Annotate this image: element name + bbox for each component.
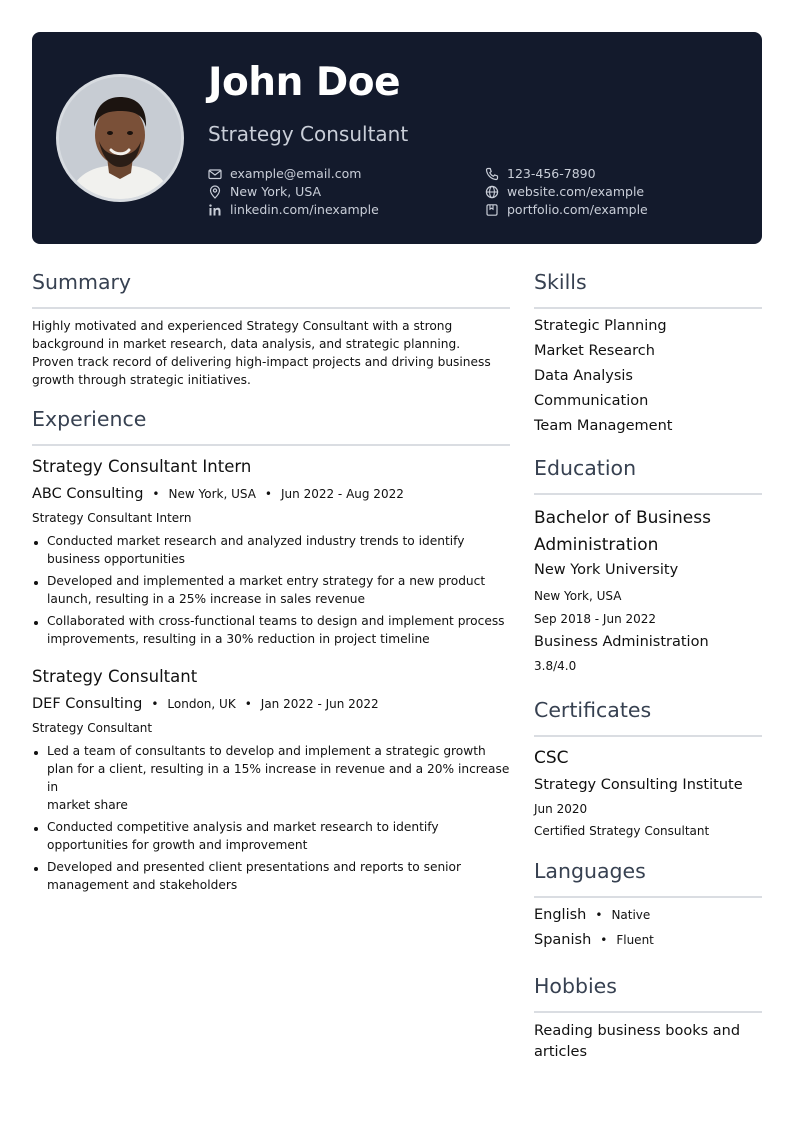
skills-heading: Skills	[534, 270, 587, 294]
profile-photo	[59, 77, 181, 199]
job-dates: Jun 2022 - Aug 2022	[281, 487, 404, 501]
summary-line: Proven track record of delivering high-impact projects and driving business	[32, 355, 491, 369]
job-title: Strategy Consultant	[32, 667, 198, 686]
hobby-line: Reading business books and	[534, 1023, 741, 1039]
summary-text	[32, 317, 512, 389]
languages-divider	[534, 896, 762, 898]
summary-heading: Summary	[32, 270, 132, 294]
contact-portfolio[interactable]	[485, 202, 648, 217]
job-location: New York, USA	[168, 487, 256, 501]
separator-dot: •	[595, 908, 603, 922]
contact-email-text: example@email.com	[230, 166, 362, 181]
skill-item: Data Analysis	[534, 368, 633, 384]
contact-linkedin[interactable]	[208, 202, 379, 217]
list-item	[32, 742, 514, 814]
skills-divider	[534, 307, 762, 309]
languages-heading: Languages	[534, 859, 646, 883]
degree-line: Administration	[534, 535, 659, 555]
summary-line: Highly motivated and experienced Strategy Consultant with a strong	[32, 319, 453, 333]
bullet-line: launch, resulting in a 25% increase in sales revenue	[47, 592, 366, 606]
list-item	[32, 572, 514, 608]
certificate-description: Certified Strategy Consultant	[534, 824, 710, 838]
certificates-divider	[534, 735, 762, 737]
list-item	[32, 858, 514, 894]
job-meta	[32, 486, 404, 502]
separator-dot: •	[600, 933, 608, 947]
contact-email[interactable]	[208, 166, 361, 181]
contact-website-text: website.com/example	[507, 184, 645, 199]
bullet-line: opportunities for growth and improvement	[47, 838, 308, 852]
certificate-name: CSC	[534, 748, 569, 768]
summary-line: background in market research, data analysis, and strategic planning.	[32, 337, 461, 351]
skill-item: Communication	[534, 393, 649, 409]
hobbies-heading: Hobbies	[534, 974, 617, 998]
skill-item: Strategic Planning	[534, 318, 667, 334]
job-company: ABC Consulting	[32, 486, 144, 502]
bullet-line: Developed and presented client presentations and reports to senior	[47, 860, 462, 874]
hobby-line: articles	[534, 1044, 588, 1060]
summary-divider	[32, 307, 510, 309]
experience-heading: Experience	[32, 407, 147, 431]
education-gpa: 3.8/4.0	[534, 659, 577, 673]
list-item	[32, 612, 514, 648]
job-bullets	[32, 742, 514, 898]
linkedin-icon	[208, 203, 222, 217]
map-pin-icon	[208, 185, 222, 199]
education-degree	[534, 505, 711, 559]
separator-dot: •	[244, 697, 252, 711]
contact-phone[interactable]	[485, 166, 596, 181]
bullet-line: Conducted market research and analyzed industry trends to identify	[47, 534, 465, 548]
job-location: London, UK	[167, 697, 236, 711]
contact-phone-text: 123-456-7890	[507, 166, 596, 181]
education-school: New York University	[534, 562, 679, 578]
language-name: Spanish	[534, 932, 592, 948]
bullet-line: market share	[47, 798, 128, 812]
job-title: Strategy Consultant Intern	[32, 457, 252, 476]
contact-linkedin-text: linkedin.com/inexample	[230, 202, 379, 217]
bullet-line: plan for a client, resulting in a 15% increase in revenue and a 20% increase in	[47, 762, 510, 794]
globe-icon	[485, 185, 499, 199]
job-subtitle: Strategy Consultant	[32, 721, 153, 735]
certificate-issuer: Strategy Consulting Institute	[534, 777, 743, 793]
degree-line: Bachelor of Business	[534, 508, 711, 528]
language-item	[534, 907, 650, 923]
certificate-date: Jun 2020	[534, 802, 588, 816]
mail-icon	[208, 167, 222, 181]
portfolio-icon	[485, 203, 499, 217]
candidate-name: John Doe	[208, 60, 401, 105]
bullet-line: Conducted competitive analysis and market research to identify	[47, 820, 439, 834]
contact-website[interactable]	[485, 184, 644, 199]
resume-header	[32, 32, 762, 244]
bullet-line: Developed and implemented a market entry strategy for a new product	[47, 574, 486, 588]
bullet-line: management and stakeholders	[47, 878, 238, 892]
job-meta	[32, 696, 379, 712]
bullet-line: Led a team of consultants to develop and implement a strategic growth	[47, 744, 486, 758]
language-level: Fluent	[616, 933, 654, 947]
experience-divider	[32, 444, 510, 446]
avatar	[56, 74, 184, 202]
job-subtitle: Strategy Consultant Intern	[32, 511, 192, 525]
skill-item: Team Management	[534, 418, 673, 434]
hobbies-divider	[534, 1011, 762, 1013]
bullet-line: business opportunities	[47, 552, 186, 566]
bullet-line: improvements, resulting in a 30% reduction in project timeline	[47, 632, 430, 646]
job-dates: Jan 2022 - Jun 2022	[260, 697, 379, 711]
contact-location-text: New York, USA	[230, 184, 322, 199]
education-field: Business Administration	[534, 634, 709, 650]
bullet-line: Collaborated with cross-functional teams to design and implement process	[47, 614, 505, 628]
job-bullets	[32, 532, 514, 652]
education-dates: Sep 2018 - Jun 2022	[534, 612, 657, 626]
language-name: English	[534, 907, 587, 923]
candidate-role: Strategy Consultant	[208, 122, 409, 146]
list-item	[32, 818, 514, 854]
separator-dot: •	[152, 487, 160, 501]
job-company: DEF Consulting	[32, 696, 143, 712]
contact-portfolio-text: portfolio.com/example	[507, 202, 648, 217]
phone-icon	[485, 167, 499, 181]
list-item	[32, 532, 514, 568]
certificates-heading: Certificates	[534, 698, 652, 722]
language-item	[534, 932, 654, 948]
language-level: Native	[611, 908, 651, 922]
separator-dot: •	[151, 697, 159, 711]
contact-location	[208, 184, 321, 199]
education-divider	[534, 493, 762, 495]
separator-dot: •	[264, 487, 272, 501]
hobbies-text	[534, 1021, 740, 1063]
summary-line: growth through strategic initiatives.	[32, 373, 251, 387]
skill-item: Market Research	[534, 343, 655, 359]
education-location: New York, USA	[534, 589, 622, 603]
education-heading: Education	[534, 456, 637, 480]
